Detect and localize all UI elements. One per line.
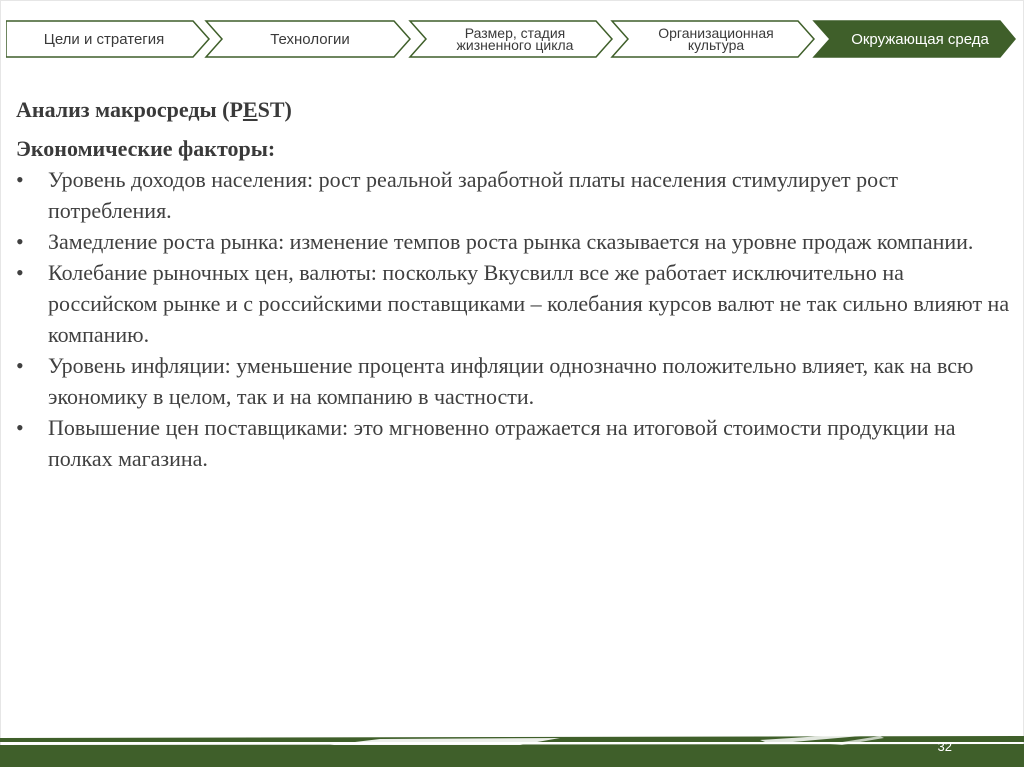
list-item-text: Уровень инфляции: уменьшение процента инфляции однозначно положительно влияет, как на всю экономику в целом, так и на компанию в частности.: [48, 353, 974, 409]
bullet-icon: •: [16, 415, 24, 440]
nav-step-org-culture[interactable]: Организационная культура: [658, 25, 774, 53]
bullet-icon: •: [16, 229, 24, 254]
list-item-text: Замедление роста рынка: изменение темпов роста рынка сказывается на уровне продаж компании.: [48, 229, 974, 254]
bullet-icon: •: [16, 167, 24, 192]
slide-title: [16, 96, 1016, 124]
list-item-text: Уровень доходов населения: рост реальной заработной платы населения стимулирует рост потребления.: [48, 167, 899, 223]
list-item-text: Колебание рыночных цен, валюты: поскольку Вкусвилл все же работает исключительно на российском рынке и с российскими поставщиками – колебания курсов валют не так сильно влияют на компанию.: [48, 260, 1010, 347]
title-underlined-letter: E: [242, 97, 258, 122]
title-suffix: ST): [257, 97, 292, 122]
nav-step-environment[interactable]: Окружающая среда: [851, 30, 989, 48]
bullet-icon: •: [16, 353, 24, 378]
nav-step-size-lifecycle[interactable]: Размер, стадия жизненного цикла: [456, 25, 574, 53]
list-item: [16, 257, 1016, 350]
section-heading: Экономические факторы:: [16, 136, 276, 161]
footer-decoration: [0, 728, 1024, 767]
nav-step-technologies[interactable]: Технологии: [270, 30, 350, 48]
slide-content: [16, 96, 1016, 474]
title-prefix: Анализ макросреды (P: [16, 97, 243, 122]
list-item: [16, 164, 1016, 226]
list-item: [16, 226, 1016, 257]
page-number: 32: [937, 739, 952, 754]
process-chevron-nav: [6, 20, 1016, 58]
bullet-icon: •: [16, 260, 24, 285]
list-item: [16, 350, 1016, 412]
list-item: [16, 412, 1016, 474]
nav-step-goals[interactable]: Цели и стратегия: [43, 30, 165, 48]
list-item-text: Повышение цен поставщиками: это мгновенно отражается на итоговой стоимости продукции на полках магазина.: [48, 415, 956, 471]
factors-list: [16, 164, 1016, 474]
